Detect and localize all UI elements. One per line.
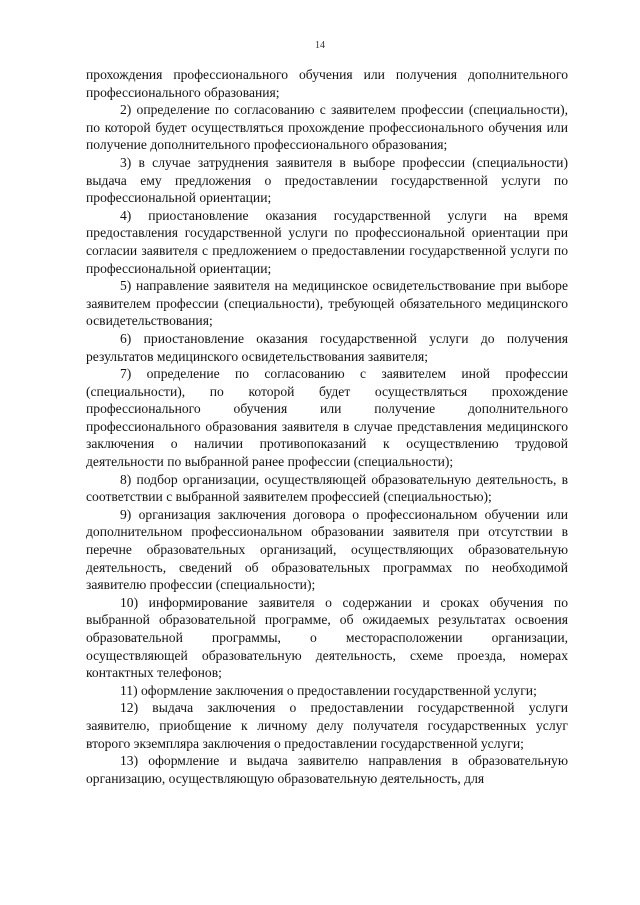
paragraph-7: 7) определение по согласованию с заявителем иной профессии (специальности), по которой будет осуществляться прохождение профессионального обучения или получение дополнительного профессионального образования заявителя в случае представления медицинского заключения о наличии противопоказаний к осуществлению трудовой деятельности по выбранной ранее профессии (специальности); xyxy=(86,366,568,470)
document-body xyxy=(86,66,568,787)
paragraph-3: 3) в случае затруднения заявителя в выборе профессии (специальности) выдача ему предложения о предоставлении государственной услуги по профессиональной ориентации; xyxy=(86,154,568,206)
paragraph-8: 8) подбор организации, осуществляющей образовательную деятельность, в соответствии с выбранной заявителем профессией (специальностью); xyxy=(86,471,568,505)
paragraph-6: 6) приостановление оказания государственной услуги до получения результатов медицинского освидетельствования заявителя; xyxy=(86,330,568,364)
paragraph-11: 11) оформление заключения о предоставлении государственной услуги; xyxy=(120,682,537,698)
paragraph-13: 13) оформление и выдача заявителю направления в образовательную организацию, осуществляющую образовательную деятельность, для xyxy=(86,753,568,786)
paragraph-10: 10) информирование заявителя о содержании и сроках обучения по выбранной образовательной программе, об ожидаемых результатах освоения образовательной программы, о месторасположении организации, осуществляющей образовательную деятельность, схеме проезда, номерах контактных телефонов; xyxy=(86,594,568,681)
page-number: 14 xyxy=(315,40,325,51)
paragraph-9: 9) организация заключения договора о профессиональном обучении или дополнительном профессиональном образовании заявителя при отсутствии в перечне образовательных организаций, осуществляющих образовательную деятельность, сведений об образовательных программах по необходимой заявителю профессии (специальности); xyxy=(86,506,568,593)
paragraph-4: 4) приостановление оказания государственной услуги на время предоставления государственной услуги по профессиональной ориентации при согласии заявителя с предложением о предоставлении государственной услуги по профессиональной ориентации; xyxy=(86,207,568,276)
paragraph-1: прохождения профессионального обучения или получения дополнительного профессионального образования; xyxy=(86,67,568,100)
paragraph-5: 5) направление заявителя на медицинское освидетельствование при выборе заявителем профессии (специальности), требующей обязательного медицинского освидетельствования; xyxy=(86,278,568,329)
paragraph-2: 2) определение по согласованию с заявителем профессии (специальности), по которой будет осуществляться прохождение профессионального обучения или получение дополнительного профессионального образования; xyxy=(86,102,568,153)
paragraph-12: 12) выдача заключения о предоставлении государственной услуги заявителю, приобщение к личному делу получателя государственных услуг второго экземпляра заключения о предоставлении государственной услуги; xyxy=(86,700,568,751)
